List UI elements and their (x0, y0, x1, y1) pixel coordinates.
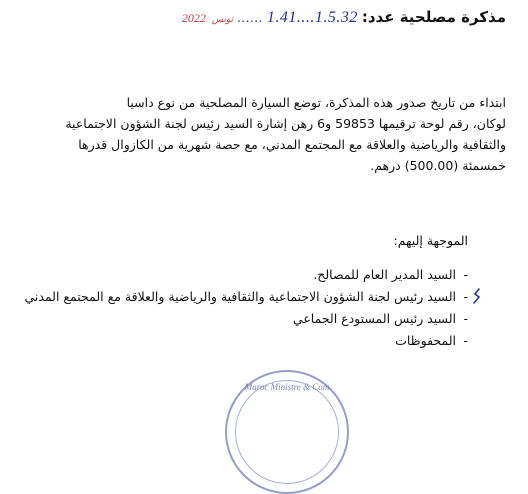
list-dash: - (463, 289, 468, 304)
recipients-section (24, 233, 468, 352)
body-line: خمسمئة (500.00) درهم. (370, 158, 506, 173)
recipients-heading: الموجهة إليهم: (393, 233, 468, 248)
body-line: ابتداء من تاريخ صدور هذه المذكرة، توضع السيارة المصلحية من نوع داسيا (126, 95, 506, 110)
list-dash: - (463, 311, 468, 326)
memo-title: مذكرة مصلحية عدد: (361, 8, 506, 26)
memo-number-handwritten: 1.41....1.5.32 (266, 9, 358, 26)
handwritten-check-icon (472, 288, 482, 304)
recipient-label: السيد رئيس لجنة الشؤون الاجتماعية والثقافية والرياضية والعلاقة مع المجتمع المدني (24, 289, 456, 304)
list-dash: - (463, 267, 468, 282)
official-seal (225, 370, 349, 494)
recipient-label: السيد المدير العام للمصالح. (313, 267, 456, 282)
memo-number-dots: ...... (236, 11, 263, 25)
seal-text: Maroc Ministre & Com (244, 382, 330, 392)
body-line: لوكان، رقم لوحة ترقيمها 59853 و6 رهن إشارة السيد رئيس لجنة الشؤون الاجتماعية (65, 116, 506, 131)
date-stamp-year: 2022 (181, 11, 206, 25)
memo-title-line (178, 8, 506, 27)
recipient-label: المحفوظات (395, 333, 456, 348)
recipient-item (24, 264, 468, 286)
body-line: والثقافية والرياضية والعلاقة مع المجتمع المدني، مع حصة شهرية من الكازوال قدرها (78, 137, 506, 152)
date-stamp-word: تونس (211, 14, 233, 24)
recipient-label: السيد رئيس المستودع الجماعي (292, 311, 456, 326)
recipients-list (24, 264, 468, 352)
recipient-item (24, 308, 468, 330)
recipient-item (24, 330, 468, 352)
memo-body (18, 92, 506, 176)
list-dash: - (463, 333, 468, 348)
recipient-item (24, 286, 468, 308)
seal-inner-ring (235, 380, 339, 484)
